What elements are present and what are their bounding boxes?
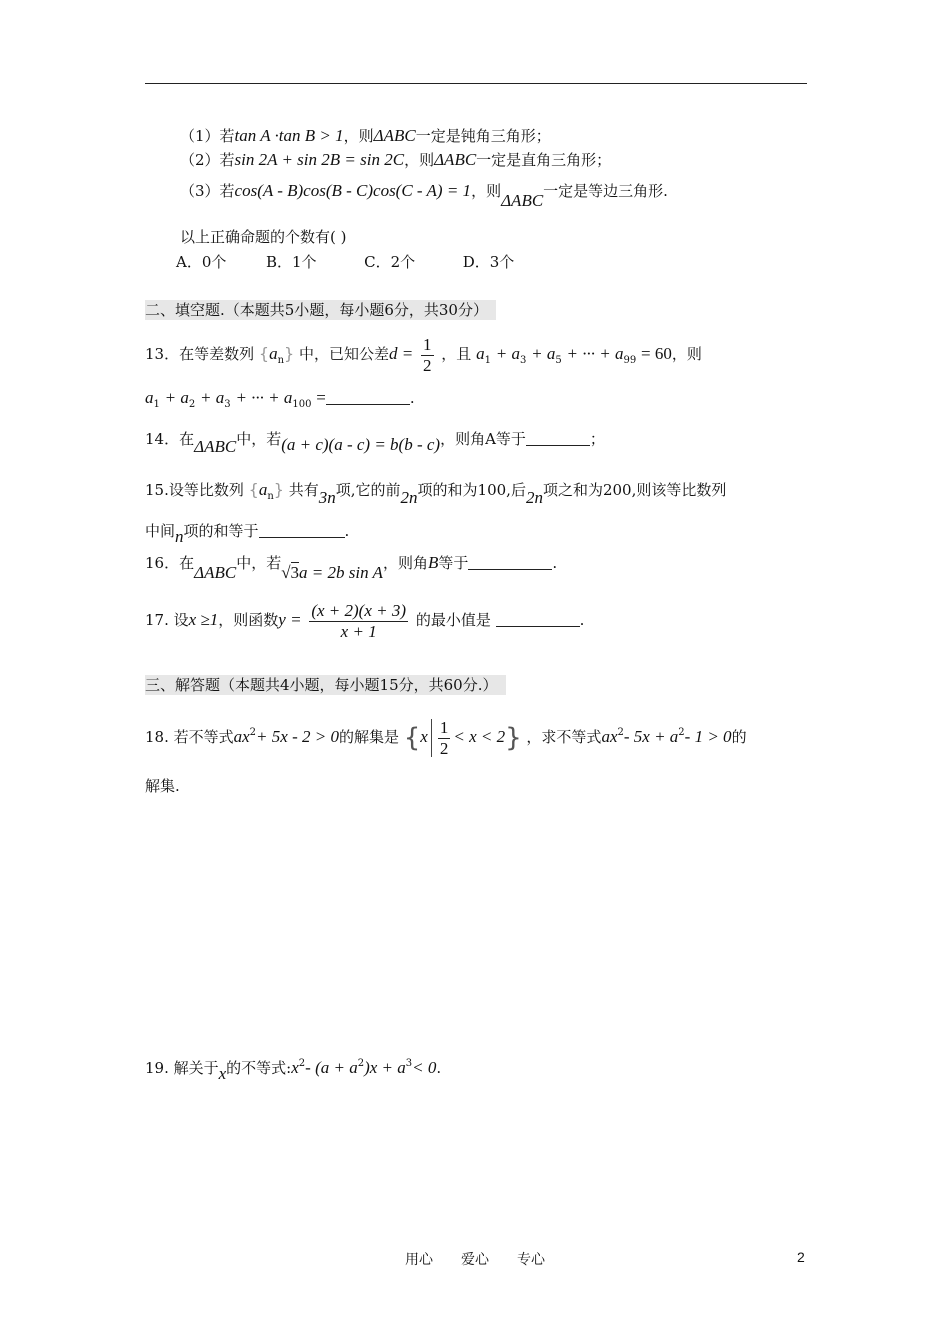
proposition-1: （1）若tan A ·tan B > 1，则ΔABC一定是钝角三角形； [180,126,551,145]
proposition-3: （3）若cos(A - B)cos(B - C)cos(C - A) = 1，则ΔABC一定是等边三角形. [180,181,668,210]
proposition-2: （2）若sin 2A + sin 2B = sin 2C，则ΔABC一定是直角三角形； [180,150,612,169]
answer-blank[interactable] [496,612,580,627]
answer-options [176,251,514,273]
answer-blank[interactable] [326,390,410,405]
question-text: 以上正确命题的个数有( ) [180,228,347,246]
answer-blank[interactable] [468,555,552,570]
option-c: C．2个 [364,253,416,271]
page-number: 2 [797,1249,805,1265]
header-rule [145,83,807,84]
brace-close-icon: } [273,480,284,499]
option-b: B．1个 [265,253,317,271]
brace-open-icon: { [403,723,421,753]
question-15-line-2: 中间n项的和等于 . [145,522,350,546]
question-19: 19. 解关于x的不等式$:x^2-$ $(a + a^2)x + a^3< 0$. [145,1058,442,1083]
brace-open-icon: { [258,344,270,363]
question-18-line-1: 18. 若不等式$ax^2+ 5x - 2 > 0$的解集是 {x $\frac{1}{2}$ < x < 2} ，求不等式$ax^2-$ $5x + a^2-$ 1 > 0的 [145,717,747,758]
question-14: 14．在ΔABC中，若(a + c)(a - c) = b(b - c)，则角A等于 ； [145,430,605,456]
section-3-heading: 三、解答题（本题共4小题，每小题15分，共60分.） [145,675,506,695]
brace-open-icon: { [248,480,259,499]
question-17: 17. 设x ≥1，则函数y = $\frac{(x + 2)(x + 3)}{x + 1}$ 的最小值是 . [145,600,585,641]
answer-blank[interactable] [259,523,345,538]
fraction-function: $\frac{(x + 2)(x + 3)}{x + 1}$ [311,600,407,641]
option-d: D．3个 [462,253,515,271]
question-13-line-2: $a_1 + a_2 + a_3$ + ··· + $a_{100}$ = . [145,388,415,410]
brace-close-icon: } [284,344,295,363]
answer-blank[interactable] [526,431,590,446]
set-divider [431,719,432,757]
option-a: A．0个 [176,253,227,271]
page-footer: 用心 爱心 专心 [405,1252,545,1268]
section-2-heading: 二、填空题.（本题共5小题，每小题6分，共30分） [145,300,496,320]
question-18-line-2: 解集. [145,777,180,795]
fraction-one-half: $\frac{1}{2}$ [439,717,449,758]
question-15-line-1: 15.设等比数列 $\{a_n\}$ 共有3n项,它的前2n项的和为100,后2n项之和为200,则该等比数列 [145,480,727,507]
fraction-one-half: $\frac{1}{2}$ [423,334,432,375]
brace-close-icon: } [505,723,522,753]
question-13-line-1: 13．在等差数列 $\{a_n\}$ 中，已知公差d = $\frac{1}{2}$ ，且 $a_1 + a_3 + a_5$ + ··· + $a_{99} = 60$，则 [145,334,702,375]
sqrt-icon: √ [281,563,291,582]
question-16: 16．在ΔABC中，若√3a = 2b sin A，则角B等于 . [145,553,558,582]
